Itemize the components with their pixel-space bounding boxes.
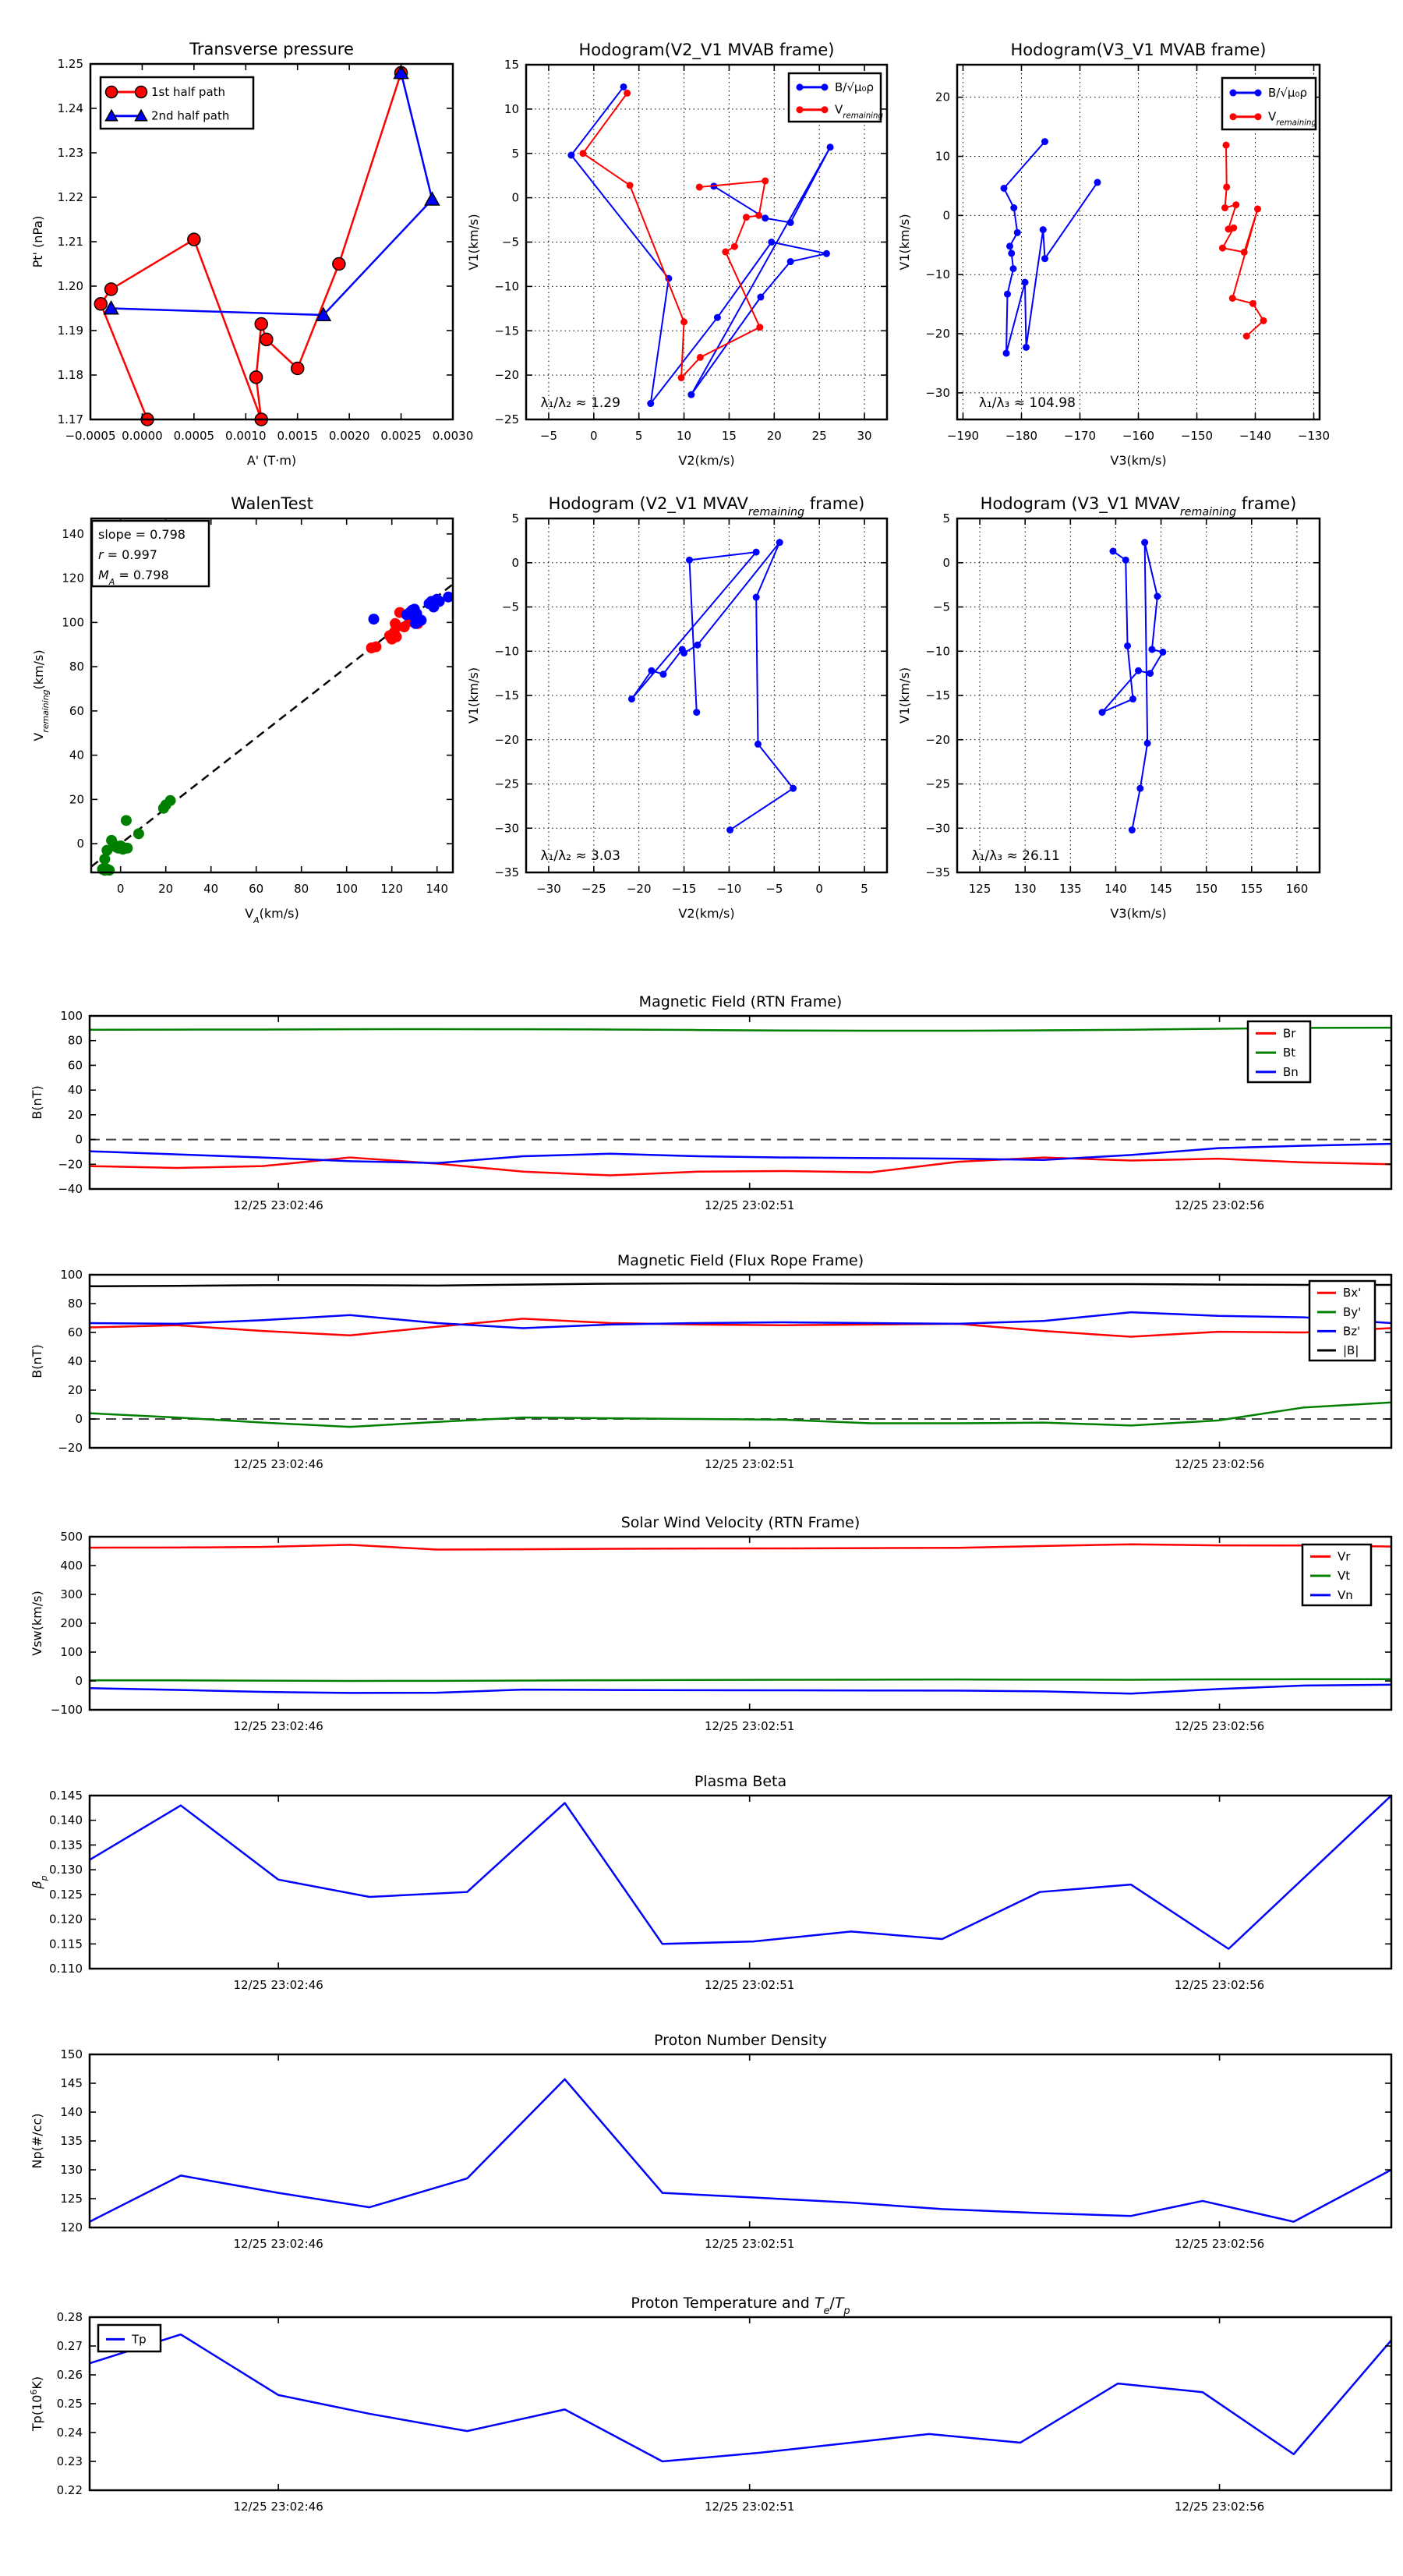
plasma-beta-ytick-label: 0.110 <box>49 1962 83 1976</box>
hodogram-v2v1-mvab-legend-label: B/√μ₀ρ <box>835 80 874 94</box>
hodogram-v3v1-mvav-xtick-label: 150 <box>1195 882 1218 896</box>
hodogram-v2v1-mvab-xtick-label: 25 <box>811 429 827 443</box>
transverse-pressure-ytick-label: 1.21 <box>57 235 83 249</box>
vsw-rtn-ytick-label: 400 <box>60 1559 83 1573</box>
hodogram-v3v1-mvav-ylabel: V1(km/s) <box>897 667 912 724</box>
hodogram-v2v1-mvab-ytick-label: −5 <box>501 235 519 249</box>
transverse-pressure-ytick-label: 1.19 <box>57 324 83 338</box>
transverse-pressure-ytick-label: 1.23 <box>57 146 83 160</box>
hodogram-v3v1-mvav-annotation: λ₁/λ₃ ≈ 26.11 <box>971 848 1060 864</box>
proton-density-ytick-label: 140 <box>60 2105 83 2119</box>
vsw-rtn-ylabel: Vsw(km/s) <box>30 1591 44 1656</box>
hodogram-v3v1-mvab-xtick-label: −170 <box>1063 429 1097 443</box>
walen-test-xlabel: $V_A(km/s)$ <box>245 906 299 925</box>
hodogram-v3v1-mvab-xtick-label: −160 <box>1122 429 1155 443</box>
walen-test-xtick-label: 120 <box>380 882 404 896</box>
hodogram-v2v1-mvav-ytick-label: −35 <box>494 865 519 879</box>
hodogram-v3v1-mvab-ytick-label: −10 <box>925 267 950 282</box>
hodogram-v2v1-mvab-annotation: λ₁/λ₂ ≈ 1.29 <box>540 395 620 411</box>
b-rtn-xtick-label: 12/25 23:02:51 <box>705 1198 795 1212</box>
hodogram-v3v1-mvab-ylabel: V1(km/s) <box>897 214 912 271</box>
hodogram-v2v1-mvav-ytick-label: 5 <box>511 511 519 525</box>
hodogram-v3v1-mvav-ytick-label: −20 <box>925 732 950 747</box>
hodogram-v3v1-mvav-ytick-label: −5 <box>932 600 950 614</box>
proton-temperature-legend-label: Tp <box>132 2332 147 2347</box>
hodogram-v3v1-mvab-xtick-label: −130 <box>1297 429 1331 443</box>
proton-temperature-ytick-label: 0.23 <box>56 2454 83 2468</box>
hodogram-v3v1-mvav-xtick-label: 145 <box>1150 882 1172 896</box>
proton-density-ylabel: Np(#/cc) <box>30 2113 44 2169</box>
vsw-rtn-xtick-label: 12/25 23:02:56 <box>1174 1719 1265 1733</box>
walen-test-ytick-label: 60 <box>69 703 84 718</box>
transverse-pressure-legend-label: 1st half path <box>151 85 226 100</box>
proton-density-ytick-label: 125 <box>60 2192 83 2206</box>
proton-density-ytick-label: 135 <box>60 2134 83 2148</box>
proton-temperature-ytick-label: 0.26 <box>56 2368 83 2382</box>
transverse-pressure-ytick-label: 1.25 <box>57 57 83 71</box>
proton-density-xtick-label: 12/25 23:02:51 <box>705 2237 795 2251</box>
hodogram-v3v1-mvav-xtick-label: 155 <box>1240 882 1263 896</box>
proton-density-ytick-label: 120 <box>60 2220 83 2235</box>
transverse-pressure-xtick-label: 0.0020 <box>328 429 370 443</box>
proton-temperature-xtick-label: 12/25 23:02:51 <box>705 2500 795 2514</box>
proton-density-xtick-label: 12/25 23:02:46 <box>233 2237 323 2251</box>
hodogram-v3v1-mvav-ytick-label: −35 <box>925 865 950 879</box>
hodogram-v3v1-mvav-ytick-label: −10 <box>925 644 950 659</box>
hodogram-v2v1-mvab-ytick-label: 15 <box>504 58 519 72</box>
b-rtn-legend-label: Bn <box>1283 1064 1299 1079</box>
transverse-pressure-ytick-label: 1.24 <box>57 101 83 115</box>
hodogram-v3v1-mvav-ytick-label: −15 <box>925 688 950 702</box>
walen-test-xtick-label: 40 <box>203 882 219 896</box>
hodogram-v2v1-mvav-xtick-label: 0 <box>815 882 823 896</box>
b-flux-rope-ylabel: B(nT) <box>30 1344 44 1378</box>
plasma-beta-ytick-label: 0.145 <box>49 1789 83 1803</box>
hodogram-v2v1-mvab-xlabel: V2(km/s) <box>678 453 735 468</box>
hodogram-v2v1-mvav-xtick-label: −5 <box>765 882 783 896</box>
plasma-beta-ytick-label: 0.115 <box>49 1937 83 1951</box>
vsw-rtn-xtick-label: 12/25 23:02:46 <box>233 1719 323 1733</box>
transverse-pressure-xtick-label: 0.0010 <box>225 429 267 443</box>
walen-test-ytick-label: 40 <box>69 748 84 763</box>
hodogram-v2v1-mvab-ytick-label: −15 <box>494 324 519 338</box>
hodogram-v2v1-mvab-xtick-label: 0 <box>590 429 598 443</box>
transverse-pressure-title: Transverse pressure <box>189 40 354 58</box>
hodogram-v2v1-mvav-ytick-label: −15 <box>494 688 519 702</box>
b-flux-rope-legend-label: |B| <box>1343 1343 1359 1357</box>
walen-test-ytick-label: 80 <box>69 660 84 674</box>
proton-temperature-ytick-label: 0.28 <box>56 2310 83 2324</box>
proton-density-title: Proton Number Density <box>654 2032 827 2049</box>
transverse-pressure-xtick-label: 0.0005 <box>173 429 215 443</box>
transverse-pressure-ytick-label: 1.18 <box>57 368 83 382</box>
hodogram-v3v1-mvav-xtick-label: 135 <box>1058 882 1082 896</box>
proton-temperature-xtick-label: 12/25 23:02:56 <box>1174 2500 1265 2514</box>
hodogram-v2v1-mvav-xtick-label: −15 <box>671 882 697 896</box>
hodogram-v2v1-mvav-annotation: λ₁/λ₂ ≈ 3.03 <box>540 848 620 864</box>
vsw-rtn-legend-label: Vn <box>1338 1587 1353 1602</box>
proton-temperature-ylabel: $Tp(10^6K)$ <box>28 2376 44 2432</box>
hodogram-v2v1-mvab-ytick-label: −20 <box>494 368 519 383</box>
walen-test-ytick-label: 20 <box>69 792 84 807</box>
hodogram-v2v1-mvab-xtick-label: 15 <box>721 429 737 443</box>
b-flux-rope-legend-label: By' <box>1343 1304 1362 1319</box>
b-flux-rope-xtick-label: 12/25 23:02:56 <box>1174 1457 1265 1471</box>
walen-test-ytick-label: 140 <box>62 526 84 541</box>
walen-test-ylabel: $V_{remaining}(km/s)$ <box>31 649 51 741</box>
hodogram-v3v1-mvab-ytick-label: 20 <box>935 90 950 104</box>
hodogram-v2v1-mvab-ytick-label: −10 <box>494 279 519 294</box>
hodogram-v2v1-mvab-ylabel: V1(km/s) <box>466 214 481 271</box>
plasma-beta-ytick-label: 0.135 <box>49 1838 83 1852</box>
plasma-beta-ytick-label: 0.125 <box>49 1887 83 1902</box>
b-rtn-ylabel: B(nT) <box>30 1085 44 1120</box>
walen-test-xtick-label: 140 <box>426 882 449 896</box>
hodogram-v2v1-mvav-xtick-label: −25 <box>581 882 606 896</box>
hodogram-v3v1-mvav-ytick-label: 5 <box>942 511 950 525</box>
b-flux-rope-ytick-label: −20 <box>58 1441 83 1455</box>
b-rtn-xtick-label: 12/25 23:02:46 <box>233 1198 323 1212</box>
vsw-rtn-ytick-label: 0 <box>75 1674 83 1688</box>
b-rtn-ytick-label: −40 <box>58 1182 83 1196</box>
hodogram-v3v1-mvab-ytick-label: −30 <box>925 385 950 400</box>
hodogram-v2v1-mvav-ylabel: V1(km/s) <box>466 667 481 724</box>
vsw-rtn-ytick-label: 200 <box>60 1616 83 1630</box>
b-flux-rope-ytick-label: 0 <box>75 1412 83 1426</box>
proton-temperature-title: Proton Temperature and $T_e/T_p$ <box>631 2295 850 2317</box>
hodogram-v2v1-mvav-ytick-label: 0 <box>511 555 519 570</box>
b-rtn-ytick-label: 80 <box>67 1033 83 1048</box>
walen-test-xtick-label: 0 <box>116 882 125 896</box>
walen-test-xtick-label: 100 <box>335 882 359 896</box>
proton-temperature-ytick-label: 0.24 <box>56 2426 83 2440</box>
hodogram-v3v1-mvab-annotation: λ₁/λ₃ ≈ 104.98 <box>978 395 1076 411</box>
b-rtn-ytick-label: 20 <box>67 1107 83 1122</box>
transverse-pressure-xlabel: A' (T·m) <box>246 453 297 468</box>
transverse-pressure-ytick-label: 1.17 <box>57 412 83 426</box>
b-flux-rope-ytick-label: 100 <box>60 1268 83 1282</box>
walen-test-ytick-label: 0 <box>76 837 84 851</box>
transverse-pressure-ylabel: Pt' (nPa) <box>30 215 45 268</box>
vsw-rtn-ytick-label: 500 <box>60 1530 83 1544</box>
plasma-beta-xtick-label: 12/25 23:02:56 <box>1174 1978 1265 1992</box>
proton-density-xtick-label: 12/25 23:02:56 <box>1174 2237 1265 2251</box>
b-rtn-title: Magnetic Field (RTN Frame) <box>638 993 843 1010</box>
plasma-beta-ytick-label: 0.120 <box>49 1912 83 1927</box>
hodogram-v3v1-mvab-xtick-label: −150 <box>1180 429 1214 443</box>
b-flux-rope-legend-label: Bz' <box>1343 1324 1361 1339</box>
plasma-beta-title: Plasma Beta <box>694 1773 787 1790</box>
vsw-rtn-xtick-label: 12/25 23:02:51 <box>705 1719 795 1733</box>
hodogram-v3v1-mvav-ytick-label: −25 <box>925 777 950 791</box>
b-rtn-xtick-label: 12/25 23:02:56 <box>1174 1198 1265 1212</box>
hodogram-v3v1-mvav-xtick-label: 125 <box>968 882 991 896</box>
vsw-rtn-ytick-label: −100 <box>50 1703 83 1717</box>
b-flux-rope-ytick-label: 60 <box>67 1325 83 1339</box>
proton-temperature-xtick-label: 12/25 23:02:46 <box>233 2500 323 2514</box>
hodogram-v2v1-mvav-xlabel: V2(km/s) <box>678 906 735 921</box>
hodogram-v3v1-mvav-ytick-label: 0 <box>942 555 950 570</box>
vsw-rtn-legend-label: Vr <box>1338 1549 1351 1564</box>
walen-test-xtick-label: 20 <box>158 882 174 896</box>
hodogram-v3v1-mvab-xtick-label: −180 <box>1005 429 1038 443</box>
vsw-rtn-ytick-label: 100 <box>60 1645 83 1659</box>
vsw-rtn-ytick-label: 300 <box>60 1587 83 1601</box>
b-rtn-ytick-label: 100 <box>60 1009 83 1023</box>
proton-temperature-ytick-label: 0.22 <box>56 2483 83 2497</box>
b-rtn-ytick-label: 40 <box>67 1083 83 1098</box>
vsw-rtn-title: Solar Wind Velocity (RTN Frame) <box>620 1514 861 1531</box>
walen-test-info-line: $M_A = 0.798$ <box>98 568 169 587</box>
b-flux-rope-ytick-label: 40 <box>67 1354 83 1368</box>
hodogram-v2v1-mvav-xtick-label: −10 <box>716 882 742 896</box>
hodogram-v3v1-mvab-legend-label: B/√μ₀ρ <box>1268 86 1307 101</box>
hodogram-v2v1-mvab-xtick-label: 20 <box>766 429 782 443</box>
hodogram-v3v1-mvab-title: Hodogram(V3_V1 MVAB frame) <box>1010 41 1267 59</box>
hodogram-v2v1-mvav-xtick-label: −30 <box>536 882 561 896</box>
hodogram-v2v1-mvab-xtick-label: 30 <box>857 429 872 443</box>
b-flux-rope-ytick-label: 20 <box>67 1383 83 1397</box>
hodogram-v2v1-mvav-title: Hodogram (V2_V1 $MVAV_{remaining}$ frame) <box>548 494 865 518</box>
transverse-pressure-xtick-label: 0.0015 <box>277 429 318 443</box>
hodogram-v2v1-mvav-ytick-label: −5 <box>501 600 519 614</box>
hodogram-v2v1-mvav-xtick-label: 5 <box>861 882 868 896</box>
hodogram-v2v1-mvab-title: Hodogram(V2_V1 MVAB frame) <box>578 41 835 59</box>
walen-test-ytick-label: 100 <box>62 615 84 630</box>
hodogram-v2v1-mvab-ytick-label: 5 <box>511 146 519 161</box>
hodogram-v3v1-mvav-ytick-label: −30 <box>925 821 950 836</box>
hodogram-v2v1-mvab-xtick-label: −5 <box>539 429 557 443</box>
hodogram-v2v1-mvab-ytick-label: 0 <box>511 190 519 205</box>
hodogram-v3v1-mvab-xtick-label: −140 <box>1239 429 1272 443</box>
hodogram-v3v1-mvab-legend-label: $V_{remaining}$ <box>1268 109 1316 128</box>
transverse-pressure-xtick-label: 0.0000 <box>122 429 163 443</box>
hodogram-v3v1-mvav-xtick-label: 140 <box>1104 882 1127 896</box>
hodogram-v2v1-mvab-ytick-label: 10 <box>504 101 519 116</box>
transverse-pressure-xtick-label: −0.0005 <box>65 429 116 443</box>
plasma-beta-ylabel: $\beta_p$ <box>30 1875 49 1889</box>
hodogram-v3v1-mvab-ytick-label: −20 <box>925 327 950 341</box>
hodogram-v2v1-mvab-xtick-label: 5 <box>634 429 643 443</box>
transverse-pressure-xtick-label: 0.0030 <box>432 429 474 443</box>
hodogram-v3v1-mvav-title: Hodogram (V3_V1 $MVAV_{remaining}$ frame) <box>980 494 1297 518</box>
hodogram-v3v1-mvab-ytick-label: 0 <box>942 208 950 223</box>
plasma-beta-ytick-label: 0.140 <box>49 1813 83 1828</box>
hodogram-v3v1-mvab-xtick-label: −190 <box>946 429 980 443</box>
b-flux-rope-ytick-label: 80 <box>67 1297 83 1311</box>
b-rtn-ytick-label: 60 <box>67 1058 83 1073</box>
walen-test-info-line: slope = 0.798 <box>98 527 186 542</box>
hodogram-v2v1-mvab-xtick-label: 10 <box>677 429 692 443</box>
hodogram-v2v1-mvav-ytick-label: −30 <box>494 821 519 836</box>
hodogram-v3v1-mvab-ytick-label: 10 <box>935 149 950 164</box>
b-flux-rope-title: Magnetic Field (Flux Rope Frame) <box>617 1252 864 1269</box>
walen-test-xtick-label: 60 <box>249 882 264 896</box>
plasma-beta-xtick-label: 12/25 23:02:46 <box>233 1978 323 1992</box>
hodogram-v2v1-mvav-ytick-label: −10 <box>494 644 519 659</box>
walen-test-title: WalenTest <box>231 494 313 513</box>
hodogram-v3v1-mvav-xtick-label: 130 <box>1013 882 1037 896</box>
proton-density-ytick-label: 130 <box>60 2163 83 2177</box>
hodogram-v3v1-mvab-xlabel: V3(km/s) <box>1110 453 1167 468</box>
hodogram-v2v1-mvav-ytick-label: −20 <box>494 732 519 747</box>
transverse-pressure-ytick-label: 1.20 <box>57 279 83 293</box>
plasma-beta-ytick-label: 0.130 <box>49 1863 83 1877</box>
transverse-pressure-legend-label: 2nd half path <box>151 108 230 123</box>
hodogram-v3v1-mvav-xtick-label: 160 <box>1285 882 1309 896</box>
plasma-beta-xtick-label: 12/25 23:02:51 <box>705 1978 795 1992</box>
hodogram-v3v1-mvav-xlabel: V3(km/s) <box>1110 906 1167 921</box>
b-flux-rope-xtick-label: 12/25 23:02:46 <box>233 1457 323 1471</box>
proton-density-ytick-label: 145 <box>60 2076 83 2090</box>
transverse-pressure-ytick-label: 1.22 <box>57 190 83 204</box>
hodogram-v2v1-mvav-ytick-label: −25 <box>494 777 519 791</box>
walen-test-ytick-label: 120 <box>62 571 84 586</box>
b-rtn-ytick-label: −20 <box>58 1157 83 1172</box>
b-rtn-ytick-label: 0 <box>75 1132 83 1147</box>
b-rtn-legend-label: Bt <box>1283 1046 1296 1060</box>
b-flux-rope-legend-label: Bx' <box>1343 1286 1362 1300</box>
walen-test-xtick-label: 80 <box>294 882 309 896</box>
hodogram-v2v1-mvab-legend-label: $V_{remaining}$ <box>835 102 883 121</box>
b-flux-rope-xtick-label: 12/25 23:02:51 <box>705 1457 795 1471</box>
b-rtn-legend-label: Br <box>1283 1026 1296 1041</box>
proton-temperature-ytick-label: 0.27 <box>56 2339 83 2353</box>
proton-density-ytick-label: 150 <box>60 2047 83 2061</box>
hodogram-v2v1-mvav-xtick-label: −20 <box>626 882 652 896</box>
vsw-rtn-legend-label: Vt <box>1338 1569 1351 1583</box>
transverse-pressure-xtick-label: 0.0025 <box>380 429 422 443</box>
proton-temperature-ytick-label: 0.25 <box>56 2397 83 2411</box>
walen-test-info-line: r = 0.997 <box>98 547 157 562</box>
hodogram-v2v1-mvab-ytick-label: −25 <box>494 412 519 426</box>
